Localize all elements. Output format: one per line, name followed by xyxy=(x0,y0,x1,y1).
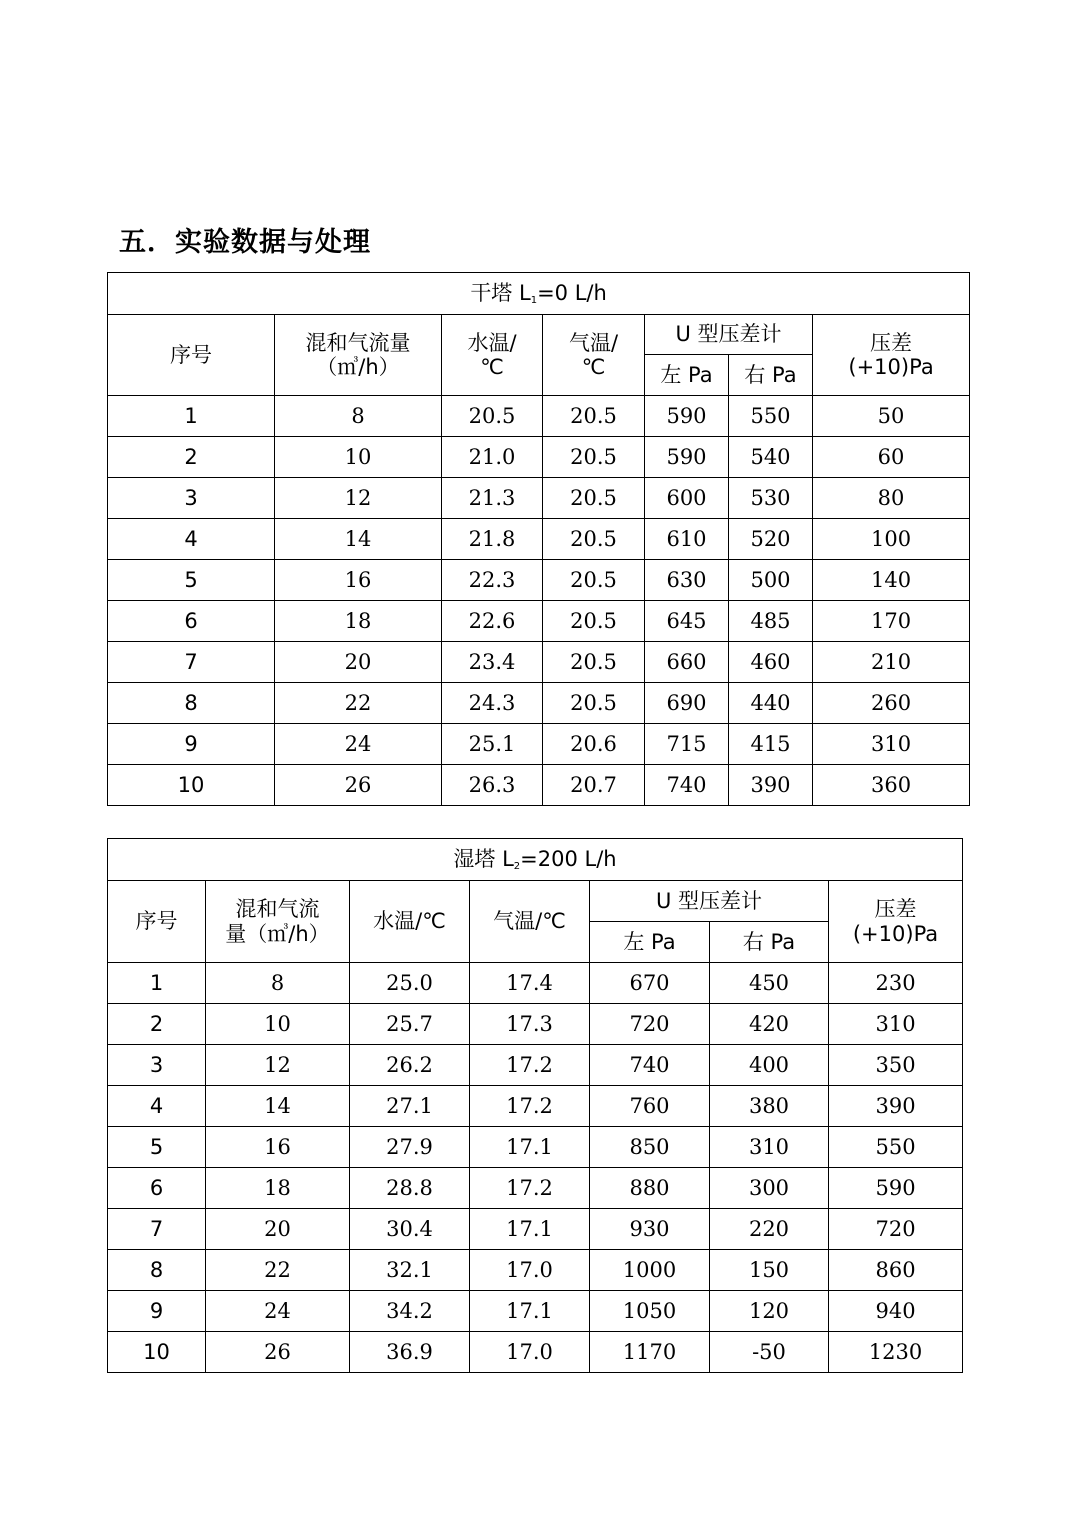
air-temp-cell: 20.5 xyxy=(543,642,645,683)
wet-header-air-temp: 气温/℃ xyxy=(470,881,590,963)
right-pressure-cell: 450 xyxy=(710,963,829,1004)
row-index: 9 xyxy=(108,1291,206,1332)
wet-header-pressure-diff xyxy=(829,881,963,963)
flow-cell: 8 xyxy=(275,396,442,437)
dry-caption-subscript: 1 xyxy=(530,294,538,306)
air-temp-cell: 17.1 xyxy=(470,1209,590,1250)
row-index: 4 xyxy=(108,1086,206,1127)
left-pressure-cell: 720 xyxy=(590,1004,710,1045)
dry-header-air-line2: ℃ xyxy=(581,355,606,379)
right-pressure-cell: 300 xyxy=(710,1168,829,1209)
right-pressure-cell: 530 xyxy=(729,478,813,519)
pressure-diff-cell: 80 xyxy=(813,478,970,519)
table-row xyxy=(108,437,970,478)
right-pressure-cell: 485 xyxy=(729,601,813,642)
right-pressure-cell: 120 xyxy=(710,1291,829,1332)
wet-header-u-gauge: U 型压差计 xyxy=(590,881,829,922)
wet-table-caption xyxy=(108,839,963,881)
wet-table-body xyxy=(108,963,963,1373)
left-pressure-cell: 740 xyxy=(645,765,729,806)
air-temp-cell: 20.5 xyxy=(543,601,645,642)
water-temp-cell: 21.8 xyxy=(442,519,543,560)
table-row xyxy=(108,478,970,519)
pressure-diff-cell: 860 xyxy=(829,1250,963,1291)
flow-cell: 26 xyxy=(206,1332,350,1373)
flow-cell: 18 xyxy=(275,601,442,642)
flow-cell: 26 xyxy=(275,765,442,806)
flow-cell: 12 xyxy=(206,1045,350,1086)
table-row xyxy=(108,765,970,806)
table-row xyxy=(108,1086,963,1127)
air-temp-cell: 20.7 xyxy=(543,765,645,806)
water-temp-cell: 25.0 xyxy=(350,963,470,1004)
pressure-diff-cell: 170 xyxy=(813,601,970,642)
row-index: 3 xyxy=(108,1045,206,1086)
row-index: 6 xyxy=(108,601,275,642)
air-temp-cell: 20.6 xyxy=(543,724,645,765)
pressure-diff-cell: 350 xyxy=(829,1045,963,1086)
dry-table-caption xyxy=(108,273,970,315)
pressure-diff-cell: 720 xyxy=(829,1209,963,1250)
water-temp-cell: 22.6 xyxy=(442,601,543,642)
air-temp-cell: 17.2 xyxy=(470,1045,590,1086)
row-index: 4 xyxy=(108,519,275,560)
row-index: 5 xyxy=(108,1127,206,1168)
left-pressure-cell: 590 xyxy=(645,396,729,437)
pressure-diff-cell: 100 xyxy=(813,519,970,560)
pressure-diff-cell: 940 xyxy=(829,1291,963,1332)
row-index: 9 xyxy=(108,724,275,765)
wet-header-index: 序号 xyxy=(108,881,206,963)
dry-header-u-gauge: U 型压差计 xyxy=(645,315,813,355)
water-temp-cell: 26.2 xyxy=(350,1045,470,1086)
dry-table-head xyxy=(108,273,970,396)
table-row xyxy=(108,963,963,1004)
flow-cell: 24 xyxy=(206,1291,350,1332)
air-temp-cell: 17.3 xyxy=(470,1004,590,1045)
right-pressure-cell: -50 xyxy=(710,1332,829,1373)
air-temp-cell: 20.5 xyxy=(543,683,645,724)
dry-header-left: 左 Pa xyxy=(645,355,729,396)
air-temp-cell: 17.4 xyxy=(470,963,590,1004)
pressure-diff-cell: 140 xyxy=(813,560,970,601)
air-temp-cell: 20.5 xyxy=(543,437,645,478)
left-pressure-cell: 610 xyxy=(645,519,729,560)
row-index: 7 xyxy=(108,1209,206,1250)
wet-tower-table xyxy=(107,838,963,1373)
water-temp-cell: 26.3 xyxy=(442,765,543,806)
pressure-diff-cell: 360 xyxy=(813,765,970,806)
water-temp-cell: 36.9 xyxy=(350,1332,470,1373)
flow-cell: 16 xyxy=(206,1127,350,1168)
left-pressure-cell: 1050 xyxy=(590,1291,710,1332)
left-pressure-cell: 630 xyxy=(645,560,729,601)
water-temp-cell: 27.1 xyxy=(350,1086,470,1127)
row-index: 8 xyxy=(108,1250,206,1291)
wet-caption-suffix: =200 L/h xyxy=(520,846,617,871)
right-pressure-cell: 415 xyxy=(729,724,813,765)
row-index: 10 xyxy=(108,1332,206,1373)
water-temp-cell: 21.0 xyxy=(442,437,543,478)
dry-header-water-line2: ℃ xyxy=(480,355,504,379)
table-row xyxy=(108,1332,963,1373)
pressure-diff-cell: 550 xyxy=(829,1127,963,1168)
table-row xyxy=(108,1250,963,1291)
left-pressure-cell: 690 xyxy=(645,683,729,724)
wet-table-head xyxy=(108,839,963,963)
flow-cell: 14 xyxy=(206,1086,350,1127)
right-pressure-cell: 220 xyxy=(710,1209,829,1250)
left-pressure-cell: 645 xyxy=(645,601,729,642)
row-index: 7 xyxy=(108,642,275,683)
right-pressure-cell: 460 xyxy=(729,642,813,683)
air-temp-cell: 17.2 xyxy=(470,1086,590,1127)
right-pressure-cell: 520 xyxy=(729,519,813,560)
left-pressure-cell: 660 xyxy=(645,642,729,683)
flow-cell: 20 xyxy=(206,1209,350,1250)
flow-cell: 12 xyxy=(275,478,442,519)
pressure-diff-cell: 310 xyxy=(813,724,970,765)
air-temp-cell: 17.2 xyxy=(470,1168,590,1209)
wet-header-right: 右 Pa xyxy=(710,922,829,963)
table-row xyxy=(108,683,970,724)
row-index: 5 xyxy=(108,560,275,601)
table-row xyxy=(108,1209,963,1250)
air-temp-cell: 20.5 xyxy=(543,560,645,601)
wet-header-diff-line1: 压差 xyxy=(874,897,917,922)
left-pressure-cell: 670 xyxy=(590,963,710,1004)
row-index: 8 xyxy=(108,683,275,724)
section-title: 五．实验数据与处理 xyxy=(119,227,371,258)
dry-header-diff-line2: (+10)Pa xyxy=(848,355,934,379)
left-pressure-cell: 1170 xyxy=(590,1332,710,1373)
row-index: 10 xyxy=(108,765,275,806)
air-temp-cell: 20.5 xyxy=(543,396,645,437)
dry-caption-prefix: 干塔 L xyxy=(470,280,531,305)
dry-header-pressure-diff xyxy=(813,315,970,396)
pressure-diff-cell: 50 xyxy=(813,396,970,437)
flow-cell: 18 xyxy=(206,1168,350,1209)
water-temp-cell: 22.3 xyxy=(442,560,543,601)
flow-cell: 16 xyxy=(275,560,442,601)
pressure-diff-cell: 1230 xyxy=(829,1332,963,1373)
water-temp-cell: 24.3 xyxy=(442,683,543,724)
pressure-diff-cell: 60 xyxy=(813,437,970,478)
air-temp-cell: 17.1 xyxy=(470,1291,590,1332)
left-pressure-cell: 600 xyxy=(645,478,729,519)
dry-header-water-temp xyxy=(442,315,543,396)
pressure-diff-cell: 390 xyxy=(829,1086,963,1127)
dry-table-body xyxy=(108,396,970,806)
flow-cell: 22 xyxy=(206,1250,350,1291)
table-row xyxy=(108,724,970,765)
dry-header-flow-line2: （㎥/h） xyxy=(316,355,400,379)
flow-cell: 14 xyxy=(275,519,442,560)
row-index: 1 xyxy=(108,963,206,1004)
dry-header-flow xyxy=(275,315,442,396)
pressure-diff-cell: 210 xyxy=(813,642,970,683)
water-temp-cell: 28.8 xyxy=(350,1168,470,1209)
air-temp-cell: 17.0 xyxy=(470,1250,590,1291)
right-pressure-cell: 550 xyxy=(729,396,813,437)
left-pressure-cell: 590 xyxy=(645,437,729,478)
flow-cell: 22 xyxy=(275,683,442,724)
row-index: 2 xyxy=(108,1004,206,1045)
dry-header-diff-line1: 压差 xyxy=(870,330,913,355)
right-pressure-cell: 380 xyxy=(710,1086,829,1127)
wet-header-flow xyxy=(206,881,350,963)
water-temp-cell: 30.4 xyxy=(350,1209,470,1250)
dry-header-right: 右 Pa xyxy=(729,355,813,396)
water-temp-cell: 25.1 xyxy=(442,724,543,765)
wet-header-flow-line2: 量（㎥/h） xyxy=(225,921,330,946)
right-pressure-cell: 390 xyxy=(729,765,813,806)
wet-header-left: 左 Pa xyxy=(590,922,710,963)
flow-cell: 24 xyxy=(275,724,442,765)
table-row xyxy=(108,1004,963,1045)
row-index: 3 xyxy=(108,478,275,519)
row-index: 6 xyxy=(108,1168,206,1209)
air-temp-cell: 20.5 xyxy=(543,519,645,560)
air-temp-cell: 17.1 xyxy=(470,1127,590,1168)
air-temp-cell: 17.0 xyxy=(470,1332,590,1373)
row-index: 1 xyxy=(108,396,275,437)
table-row xyxy=(108,601,970,642)
pressure-diff-cell: 310 xyxy=(829,1004,963,1045)
wet-caption-subscript: 2 xyxy=(513,860,521,872)
right-pressure-cell: 310 xyxy=(710,1127,829,1168)
water-temp-cell: 21.3 xyxy=(442,478,543,519)
table-row xyxy=(108,642,970,683)
row-index: 2 xyxy=(108,437,275,478)
table-row xyxy=(108,396,970,437)
right-pressure-cell: 500 xyxy=(729,560,813,601)
pressure-diff-cell: 590 xyxy=(829,1168,963,1209)
left-pressure-cell: 880 xyxy=(590,1168,710,1209)
right-pressure-cell: 400 xyxy=(710,1045,829,1086)
flow-cell: 10 xyxy=(206,1004,350,1045)
water-temp-cell: 25.7 xyxy=(350,1004,470,1045)
left-pressure-cell: 715 xyxy=(645,724,729,765)
flow-cell: 8 xyxy=(206,963,350,1004)
water-temp-cell: 27.9 xyxy=(350,1127,470,1168)
water-temp-cell: 34.2 xyxy=(350,1291,470,1332)
air-temp-cell: 20.5 xyxy=(543,478,645,519)
dry-tower-table xyxy=(107,272,970,806)
right-pressure-cell: 540 xyxy=(729,437,813,478)
left-pressure-cell: 930 xyxy=(590,1209,710,1250)
left-pressure-cell: 760 xyxy=(590,1086,710,1127)
flow-cell: 10 xyxy=(275,437,442,478)
dry-header-air-temp xyxy=(543,315,645,396)
pressure-diff-cell: 260 xyxy=(813,683,970,724)
wet-caption-prefix: 湿塔 L xyxy=(453,846,514,871)
pressure-diff-cell: 230 xyxy=(829,963,963,1004)
dry-header-air-line1: 气温/ xyxy=(568,330,619,355)
wet-header-water-temp: 水温/℃ xyxy=(350,881,470,963)
right-pressure-cell: 420 xyxy=(710,1004,829,1045)
wet-header-diff-line2: (+10)Pa xyxy=(852,921,939,946)
dry-header-index: 序号 xyxy=(108,315,275,396)
wet-header-flow-line1: 混和气流 xyxy=(235,897,320,922)
table-row xyxy=(108,1168,963,1209)
left-pressure-cell: 1000 xyxy=(590,1250,710,1291)
right-pressure-cell: 440 xyxy=(729,683,813,724)
right-pressure-cell: 150 xyxy=(710,1250,829,1291)
flow-cell: 20 xyxy=(275,642,442,683)
dry-header-flow-line1: 混和气流量 xyxy=(305,330,411,355)
water-temp-cell: 32.1 xyxy=(350,1250,470,1291)
table-row xyxy=(108,1291,963,1332)
left-pressure-cell: 740 xyxy=(590,1045,710,1086)
dry-header-water-line1: 水温/ xyxy=(467,330,517,355)
left-pressure-cell: 850 xyxy=(590,1127,710,1168)
water-temp-cell: 23.4 xyxy=(442,642,543,683)
table-row xyxy=(108,1045,963,1086)
table-row xyxy=(108,1127,963,1168)
dry-caption-suffix: =0 L/h xyxy=(537,280,607,305)
water-temp-cell: 20.5 xyxy=(442,396,543,437)
table-row xyxy=(108,519,970,560)
table-row xyxy=(108,560,970,601)
